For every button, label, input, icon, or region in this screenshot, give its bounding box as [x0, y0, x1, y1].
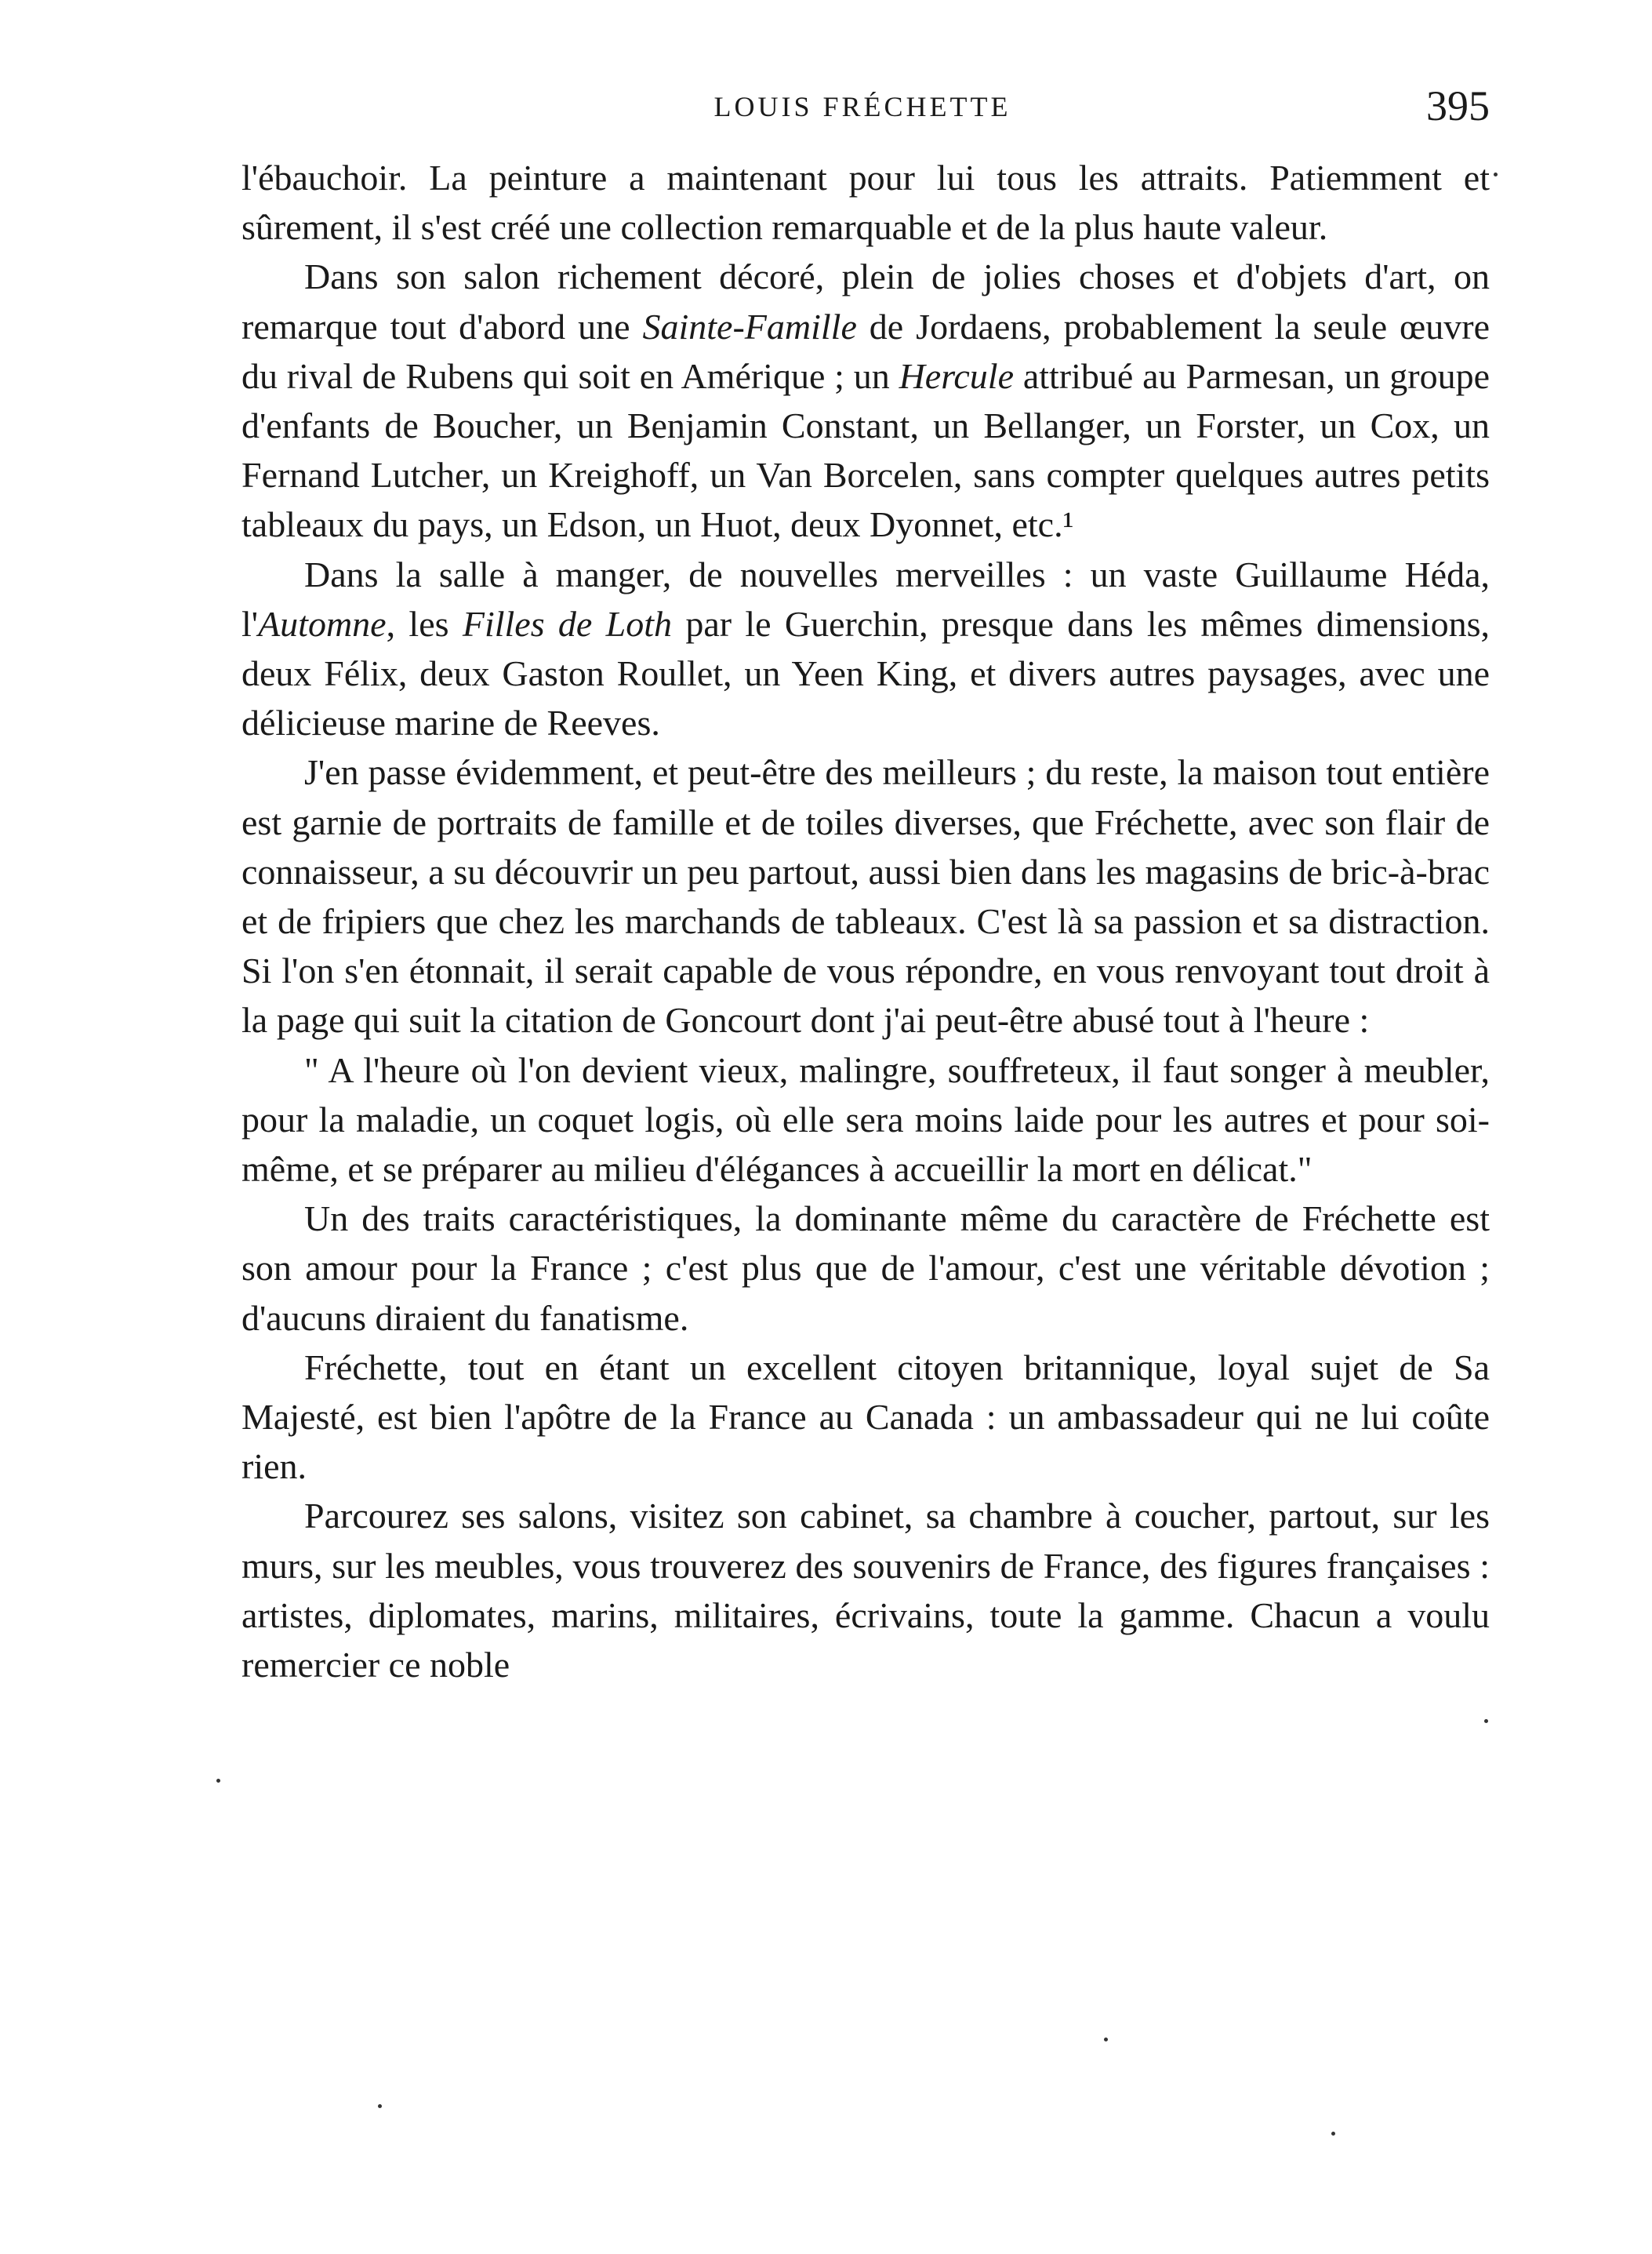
artwork-title: Hercule [899, 355, 1015, 396]
artwork-title: Sainte-Famille [642, 306, 857, 347]
paragraph-text: attribué au Parmesan, un groupe d'enfants de Boucher, un Benjamin Constant, un Bellanger, un Forster, un Cox, un Fernand Lutcher, un Kreighoff, un Van Borcelen, sans compter quelques autres petits tableaux du pays, un Edson, un Huot, deux Dyonnet, etc.¹ [241, 355, 1490, 545]
paragraph-text: Dans son salon richement décoré, plein de jolies choses et d'objets d'art, on remarque tout d'abord une [241, 256, 1490, 347]
paragraph-text: Dans la salle à manger, de nouvelles merveilles : un vaste Guillaume Héda, l' [241, 554, 1490, 644]
quotation-text: " A l'heure où l'on devient vieux, malingre, souffreteux, il faut songer à meubler, pour la maladie, un coquet logis, où elle sera moins laide pour les autres et pour soi-même, et se préparer au milieu d'élégances à accueillir la mort en délicat." [241, 1049, 1490, 1190]
paragraph-ambassador [241, 1343, 1490, 1492]
paragraph-love-of-france [241, 1194, 1490, 1343]
page-number: 395 [1426, 82, 1490, 129]
artwork-title: Filles de Loth [462, 603, 673, 644]
quotation [241, 1045, 1490, 1194]
scan-speck [216, 1779, 220, 1783]
paragraph-text: Un des traits caractéristiques, la dominante même du caractère de Fréchette est son amour pour la France ; c'est plus que de l'amour, c'est une véritable dévotion ; d'aucuns diraient du fanatisme. [241, 1198, 1490, 1338]
paragraph-text: par le Guerchin, presque dans les mêmes dimensions, deux Félix, deux Gaston Roullet, un Yeen King, et divers autres paysages, avec une délicieuse marine de Reeves. [241, 603, 1490, 743]
paragraph-text: de Jordaens, probablement la seule œuvre du rival de Rubens qui soit en Amérique ; un [241, 306, 1490, 396]
scan-speck [378, 2104, 382, 2108]
running-title: LOUIS FRÉCHETTE [713, 91, 1011, 122]
running-head [235, 78, 1490, 141]
scan-speck [1331, 2132, 1335, 2136]
artwork-title: Automne [258, 603, 387, 644]
paragraph-salon [241, 252, 1490, 549]
body-text [241, 153, 1490, 1689]
scan-speck [1484, 1719, 1488, 1723]
paragraph-text: J'en passe évidemment, et peut-être des meilleurs ; du reste, la maison tout entière est garnie de portraits de famille et de toiles diverses, que Fréchette, avec son flair de connaisseur, a su découvrir un peu partout, aussi bien dans les magasins de bric-à-brac et de fripiers que chez les marchands de tableaux. C'est là sa passion et sa distraction. Si l'on s'en étonnait, il serait capable de vous répondre, en vous renvoyant tout droit à la page qui suit la citation de Goncourt dont j'ai peut-être abusé tout à l'heure : [241, 752, 1490, 1041]
paragraph-text: Parcourez ses salons, visitez son cabinet, sa chambre à coucher, partout, sur les murs, sur les meubles, vous trouverez des souvenirs de France, des figures françaises : artistes, diplomates, marins, militaires, écrivains, toute la gamme. Chacun a voulu remercier ce noble [241, 1496, 1490, 1685]
paragraph-continued [241, 153, 1490, 252]
paragraph-text: , les [386, 603, 463, 644]
paragraph-text: l'ébauchoir. La peinture a maintenant pour lui tous les attraits. Patiemment et sûrement, il s'est créé une collection remarquable et de la plus haute valeur. [241, 158, 1490, 248]
paragraph-souvenirs [241, 1491, 1490, 1689]
paragraph-dining-room [241, 550, 1490, 748]
scan-speck [1104, 2038, 1108, 2041]
paragraph-text: Fréchette, tout en étant un excellent citoyen britannique, loyal sujet de Sa Majesté, est bien l'apôtre de la France au Canada : un ambassadeur qui ne lui coûte rien. [241, 1347, 1490, 1487]
scan-speck [1494, 173, 1498, 176]
paragraph-passion [241, 747, 1490, 1045]
